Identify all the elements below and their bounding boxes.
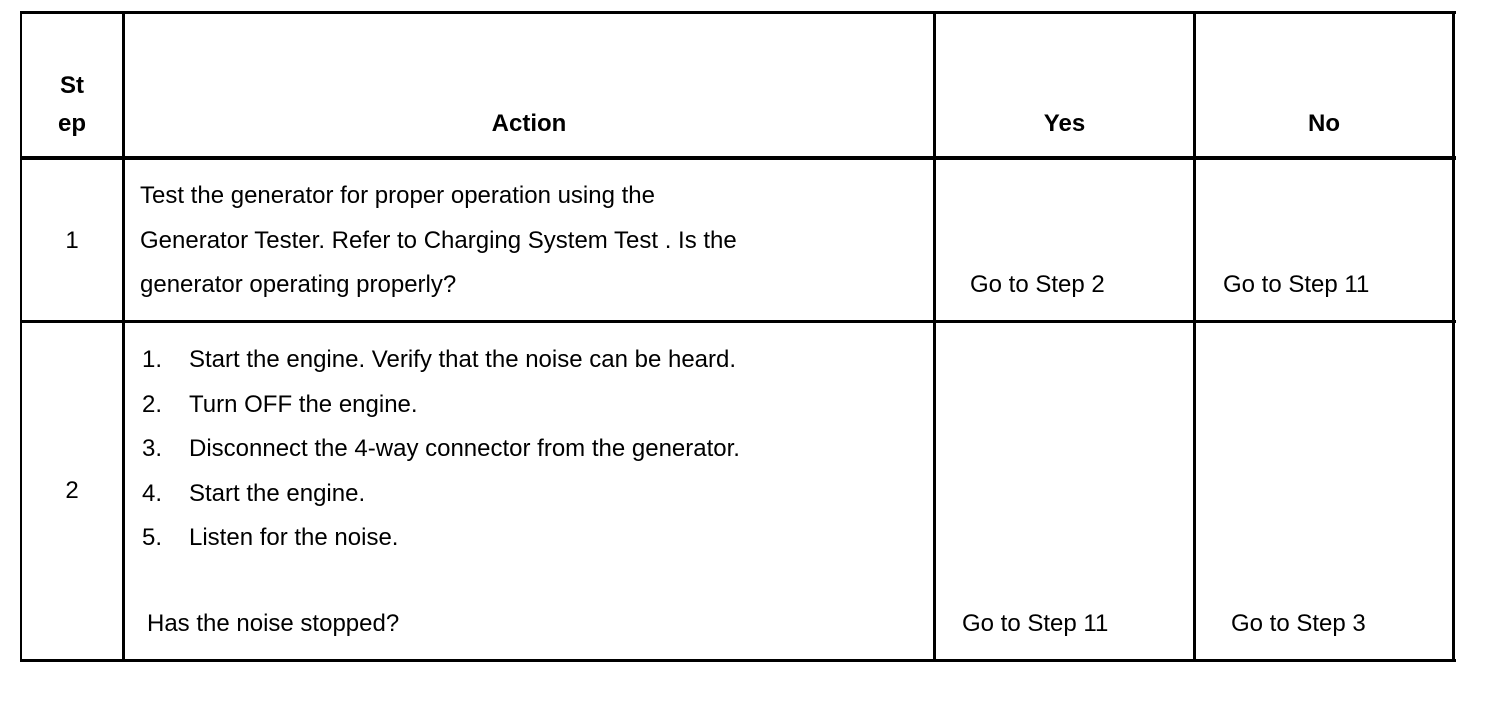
row2-action-steps [142,338,740,561]
row1-no: Go to Step 11 [1223,271,1370,298]
header-action: Action [491,110,567,137]
row1-action-line2: Generator Tester. Refer to Charging System Test . Is the [140,227,737,254]
header-step [22,67,122,143]
header-step-line1: St [60,72,84,99]
row1-action-line1: Test the generator for proper operation using the [140,182,655,209]
row2-question: Has the noise stopped? [147,610,400,637]
list-item: 4. Start the engine. [142,479,366,507]
row1-step: 1 [65,227,79,254]
row2-step: 2 [65,477,79,504]
table-border-right [1452,11,1455,662]
header-yes: Yes [1043,110,1086,137]
row1-yes: Go to Step 2 [970,271,1105,298]
header-no: No [1308,110,1340,137]
diagnostic-table [20,11,1456,662]
row-divider [20,320,1456,323]
row2-yes: Go to Step 11 [962,610,1109,637]
table-border-bottom [20,659,1456,662]
row2-no: Go to Step 3 [1231,610,1366,637]
row1-action-line3: generator operating properly? [140,271,457,298]
list-item: 1. Start the engine. Verify that the noise can be heard. [142,346,737,373]
header-divider [20,156,1456,160]
list-item: 3. Disconnect the 4-way connector from the generator. [142,435,740,462]
header-step-line2: ep [57,110,86,137]
list-item: 2. Turn OFF the engine. [142,390,418,418]
list-item: 5. Listen for the noise. [142,524,399,551]
table-border-top [20,11,1456,14]
